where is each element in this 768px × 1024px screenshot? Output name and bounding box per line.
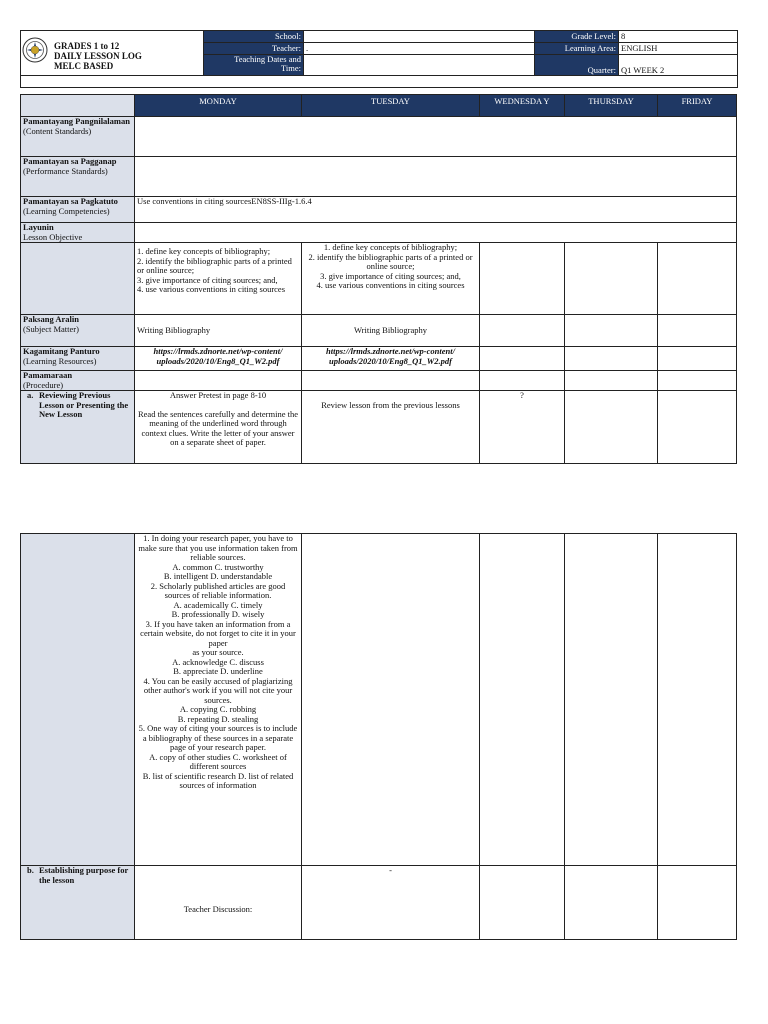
lesson-objective-label: Layunin Lesson Objective <box>21 223 135 243</box>
grade-level-field[interactable]: 8 <box>619 31 738 43</box>
reviewing-wednesday[interactable]: ? <box>480 391 565 464</box>
quarter-label: Quarter: <box>535 55 619 76</box>
header-info-table <box>20 30 738 88</box>
subject-monday[interactable]: Writing Bibliography <box>135 315 302 347</box>
table-row <box>21 197 737 223</box>
table-row <box>21 315 737 347</box>
reviewing-monday[interactable]: Answer Pretest in page 8-10 Read the sentences carefully and determine the meaning of the underlined word through context clues. Write the letter of your answer on a separate sheet of paper. <box>135 391 302 464</box>
table-row <box>21 157 737 197</box>
title-line-3: MELC BASED <box>54 61 114 71</box>
objectives-wednesday[interactable] <box>480 243 565 315</box>
day-tuesday: TUESDAY <box>302 95 480 117</box>
quarter-field[interactable]: Q1 WEEK 2 <box>619 55 738 76</box>
school-label: School: <box>204 31 304 43</box>
objectives-tuesday[interactable]: 1. define key concepts of bibliography; 2. identify the bibliographic parts of a printed or online source; 3. give importance of citing sources; and, 4. use various conventions in citing sources <box>302 243 480 315</box>
day-friday: FRIDAY <box>658 95 737 117</box>
reviewing-tuesday[interactable]: Review lesson from the previous lessons <box>302 391 480 464</box>
performance-standards-label: Pamantayan sa Pagganap (Performance Standards) <box>21 157 135 197</box>
teaching-dates-field[interactable] <box>304 55 535 76</box>
title-line-2: DAILY LESSON LOG <box>54 51 142 61</box>
day-wednesday: WEDNESDA Y <box>480 95 565 117</box>
lesson-log-table <box>20 94 737 464</box>
table-row <box>21 391 737 464</box>
teaching-dates-label <box>204 55 304 76</box>
table-row <box>21 347 737 371</box>
learning-area-label: Learning Area: <box>535 43 619 55</box>
procedure-label: Pamamaraan (Procedure) <box>21 371 135 391</box>
teacher-label: Teacher: <box>204 43 304 55</box>
grade-level-label: Grade Level: <box>535 31 619 43</box>
table-row <box>21 371 737 391</box>
corner-cell <box>21 95 135 117</box>
teaching-dates-label-2: Time: <box>280 63 301 73</box>
content-standards-label: Pamantayang Pangnilalaman (Content Standards) <box>21 117 135 157</box>
teacher-field[interactable]: . <box>304 43 535 55</box>
learning-area-field[interactable]: ENGLISH <box>619 43 738 55</box>
reviewing-label: a. Reviewing Previous Lesson or Presenting the New Lesson <box>21 391 135 464</box>
content-standards-field[interactable] <box>135 117 737 157</box>
lesson-log-table-page-2 <box>20 533 737 940</box>
subject-tuesday[interactable]: Writing Bibliography <box>302 315 480 347</box>
objectives-monday[interactable]: 1. define key concepts of bibliography; 2. identify the bibliographic parts of a printed or online source; 3. give importance of citing sources; and, 4. use various conventions in citing sources <box>135 243 302 315</box>
resources-monday-link[interactable]: https://lrmds.zdnorte.net/wp-content/ uploads/2020/10/Eng8_Q1_W2.pdf <box>135 347 302 371</box>
learning-competencies-field[interactable]: Use conventions in citing sourcesEN8SS-IIIg-1.6.4 <box>135 197 737 223</box>
establishing-purpose-label: b. Establishing purpose for the lesson <box>21 866 135 940</box>
objectives-friday[interactable] <box>658 243 737 315</box>
lesson-objective-field[interactable] <box>135 223 737 243</box>
pretest-questions[interactable]: 1. In doing your research paper, you have to make sure that you use information taken from reliable sources. A. common C. trustworthy B. intelligent D. understandable 2. Scholarly published articles are good sources of reliable information. A. academically C. timely B. professionally D. wisely 3. If you have taken an information from a certain website, do not forget to cite it in your paper as your source. A. acknowledge C. discuss B. appreciate D. underline 4. You can be easily accused of plagiarizing other author's work if you will not cite your sources. A. copying C. robbing B. repeating D. stealing 5. One way of citing your sources is to include a bibliography of these sources in a separate page of your research paper. A. copy of other studies C. worksheet of different sources B. list of scientific research D. list of related sources of information <box>135 534 302 866</box>
teaching-dates-label-1: Teaching Dates and <box>234 54 301 64</box>
performance-standards-field[interactable] <box>135 157 737 197</box>
school-field[interactable] <box>304 31 535 43</box>
learning-competencies-label: Pamantayan sa Pagkatuto (Learning Competencies) <box>21 197 135 223</box>
table-row <box>21 243 737 315</box>
purpose-monday[interactable]: Teacher Discussion: <box>135 866 302 940</box>
objectives-thursday[interactable] <box>565 243 658 315</box>
day-monday: MONDAY <box>135 95 302 117</box>
table-row <box>21 866 737 940</box>
day-thursday: THURSDAY <box>565 95 658 117</box>
title-line-1: GRADES 1 to 12 <box>54 41 120 51</box>
subject-matter-label: Paksang Aralin (Subject Matter) <box>21 315 135 347</box>
purpose-tuesday[interactable]: - <box>302 866 480 940</box>
table-row <box>21 117 737 157</box>
resources-tuesday-link[interactable]: https://lrmds.zdnorte.net/wp-content/ uploads/2020/10/Eng8_Q1_W2.pdf <box>302 347 480 371</box>
table-row <box>21 223 737 243</box>
learning-resources-label: Kagamitang Panturo (Learning Resources) <box>21 347 135 371</box>
table-row <box>21 534 737 866</box>
